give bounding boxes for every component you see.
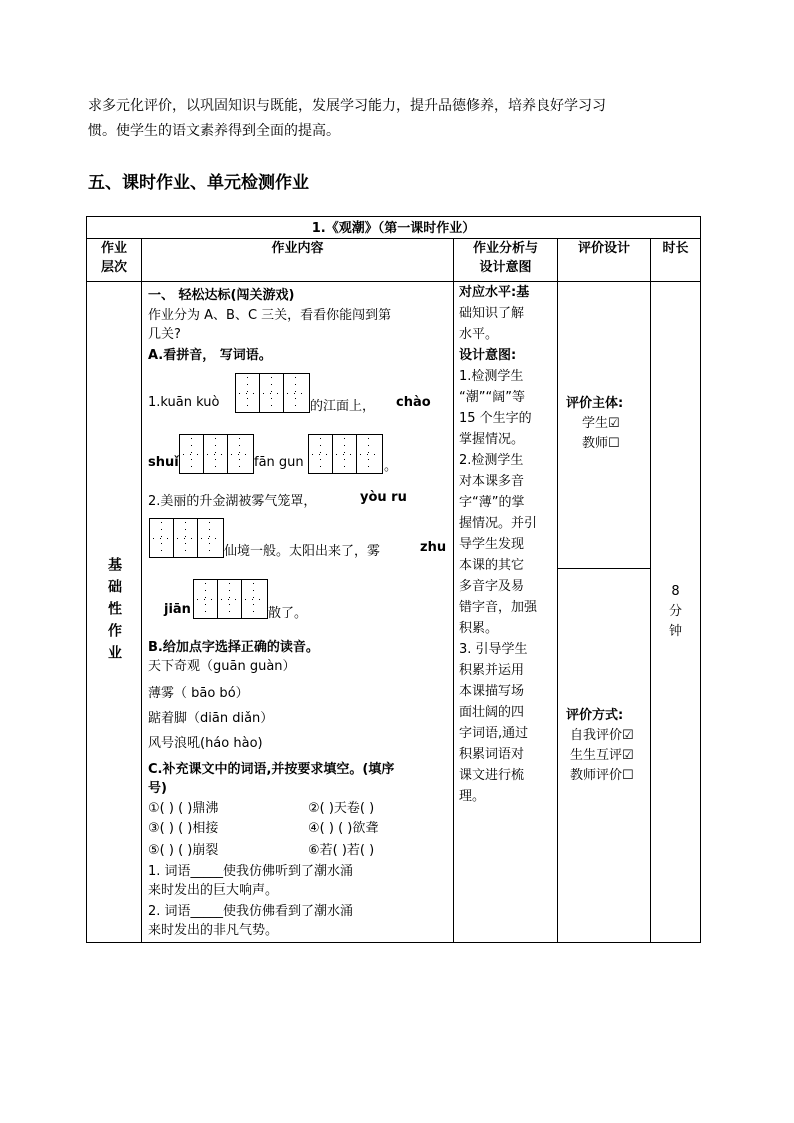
- intro-paragraph: [88, 94, 708, 144]
- writing-grid-2: [179, 434, 254, 474]
- level-text: 基础性作业: [106, 557, 122, 667]
- a1-pinyin-shui: shuǐ: [148, 455, 179, 470]
- section-c-title-1: C.补充课文中的词语,并按要求填空。(填序: [148, 762, 395, 777]
- a2-text2: 仙境一般。太阳出来了，雾: [224, 544, 381, 559]
- evaluation-cell: [558, 282, 651, 943]
- a2-pinyin: yòu ru: [360, 490, 407, 505]
- analysis-line: 水平。: [459, 327, 499, 342]
- analysis-line: 字“薄”的掌: [459, 495, 525, 510]
- evaluation-subject-teacher: 教师☐: [582, 436, 620, 451]
- analysis-line: 设计意图:: [459, 348, 517, 363]
- evaluation-subject-title: 评价主体:: [566, 396, 624, 411]
- c-item-1b: ②( )天卷( ): [308, 801, 375, 816]
- content-cell: [142, 282, 454, 943]
- analysis-line: 1.检测学生: [459, 369, 524, 384]
- intro-line-a: 作业分为 A、B、C 三关，看看你能闯到第: [148, 308, 392, 323]
- analysis-line: 多音字及易: [459, 579, 525, 594]
- header-content: 作业内容: [142, 239, 454, 282]
- evaluation-method-teacher: 教师评价☐: [570, 768, 634, 783]
- evaluation-subject-student: 学生☑: [582, 416, 620, 431]
- header-analysis: [454, 239, 558, 282]
- duration-unit-1: 分: [669, 604, 683, 619]
- c-item-3a: ⑤( ) ( )崩裂: [148, 843, 219, 858]
- writing-grid-1: [235, 373, 310, 413]
- section-b-title: B.给加点字选择正确的读音。: [148, 640, 319, 655]
- table-title: 1.《观潮》（第一课时作业）: [87, 217, 701, 239]
- header-analysis-line1: 作业分析与: [472, 241, 538, 256]
- header-level: [87, 239, 142, 282]
- analysis-line: 积累词语对: [459, 747, 525, 762]
- evaluation-method-block: [566, 706, 634, 786]
- b-item-1: 天下奇观（guān guàn）: [148, 659, 296, 674]
- analysis-line: 15 个生字的: [459, 411, 532, 426]
- b-item-3: 踮着脚（diān diǎn）: [148, 711, 274, 726]
- duration-number: 8: [671, 584, 680, 599]
- a2-text3: 散了。: [268, 606, 308, 621]
- evaluation-subject-block: [558, 282, 650, 569]
- analysis-line: 面壮阔的四: [459, 705, 525, 720]
- analysis-line: 对本课多音: [459, 474, 525, 489]
- c-fill-1-line1: 1. 词语_____使我仿佛听到了潮水涌: [148, 864, 354, 879]
- header-level-line2: 层次: [100, 260, 127, 275]
- writing-grid-4: [149, 518, 224, 558]
- c-item-2b: ④( ) ( )欲聋: [308, 821, 379, 836]
- duration-unit-2: 钟: [669, 624, 683, 639]
- analysis-line: 字词语,通过: [459, 726, 529, 741]
- analysis-line: 3. 引导学生: [459, 642, 528, 657]
- a1-text: 的江面上，: [310, 399, 376, 414]
- analysis-line: 对应水平:基: [459, 285, 530, 300]
- analysis-line: 积累。: [459, 621, 499, 636]
- evaluation-method-peer: 生生互评☑: [570, 748, 634, 763]
- duration-cell: [651, 282, 701, 943]
- a2-pinyin-zhu: zhu: [420, 540, 447, 555]
- a1-end: 。: [384, 459, 398, 474]
- analysis-line: “潮”“阔”等: [459, 390, 525, 405]
- c-item-2a: ③( ) ( )相接: [148, 821, 219, 836]
- analysis-line: 导学生发现: [459, 537, 525, 552]
- analysis-line: 积累并运用: [459, 663, 525, 678]
- a1-pinyin-chao: chào: [396, 395, 431, 410]
- section-a-title: A.看拼音， 写词语。: [148, 348, 272, 363]
- analysis-line: 2.检测学生: [459, 453, 524, 468]
- a1-pinyin: 1.kuān kuò: [148, 395, 220, 410]
- evaluation-method-self: 自我评价☑: [570, 728, 634, 743]
- evaluation-method-title: 评价方式:: [566, 708, 624, 723]
- analysis-line: 课文进行梳: [459, 768, 525, 783]
- writing-grid-5: [193, 579, 268, 619]
- section-heading: 五、课时作业、单元检测作业: [88, 173, 309, 193]
- analysis-cell: [454, 282, 558, 943]
- intro-line-2: 惯。使学生的语文素养得到全面的提高。: [88, 123, 340, 139]
- analysis-line: 握情况。并引: [459, 516, 538, 531]
- analysis-line: 错字音，加强: [459, 600, 538, 615]
- a2-pinyin-jian: jiān: [164, 602, 191, 617]
- homework-table: [86, 216, 701, 943]
- section-c-title-2: 号): [148, 781, 167, 796]
- c-item-1a: ①( ) ( )鼎沸: [148, 801, 219, 816]
- b-item-2: 薄雾（ bāo bó）: [148, 686, 249, 701]
- analysis-line: 本课描写场: [459, 684, 525, 699]
- b-item-4: 风号浪吼(háo hào): [148, 736, 263, 751]
- header-duration: 时长: [651, 239, 701, 282]
- a1-pinyin-fangun: fān gun: [254, 455, 304, 470]
- header-evaluation: 评价设计: [558, 239, 651, 282]
- a2-text: 2.美丽的升金湖被雾气笼罩，: [148, 494, 317, 509]
- analysis-line: 础知识了解: [459, 306, 525, 321]
- intro-line-1: 求多元化评价，以巩固知识与既能，发展学习能力，提升品德修养，培养良好学习习: [88, 98, 606, 114]
- header-analysis-line2: 设计意图: [479, 260, 532, 275]
- part-title: 一、 轻松达标(闯关游戏): [148, 288, 295, 303]
- analysis-line: 本课的其它: [459, 558, 525, 573]
- c-item-3b: ⑥若( )若( ): [308, 843, 375, 858]
- c-fill-1-line2: 来时发出的巨大响声。: [148, 883, 279, 898]
- c-fill-2-line2: 来时发出的非凡气势。: [148, 923, 279, 938]
- header-level-line1: 作业: [100, 241, 127, 256]
- analysis-line: 掌握情况。: [459, 432, 525, 447]
- analysis-line: 理。: [459, 789, 486, 804]
- c-fill-2-line1: 2. 词语_____使我仿佛看到了潮水涌: [148, 904, 354, 919]
- writing-grid-3: [308, 434, 383, 474]
- level-cell: [87, 282, 142, 943]
- intro-line-b: 几关?: [148, 327, 181, 342]
